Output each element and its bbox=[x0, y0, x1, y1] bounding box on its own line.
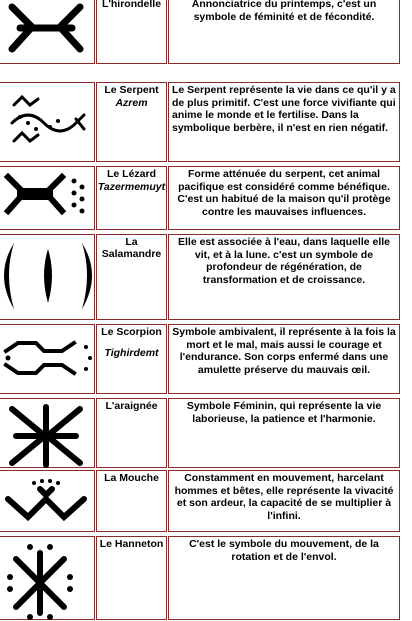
symbol-name: L'hirondelle bbox=[101, 0, 162, 10]
table-row bbox=[0, 398, 412, 468]
scorpion-symbol-icon bbox=[0, 325, 95, 395]
salamander-symbol-icon bbox=[0, 235, 95, 321]
serpent-symbol-icon bbox=[0, 83, 95, 163]
fly-symbol-icon bbox=[0, 471, 95, 533]
beetle-symbol-icon bbox=[0, 537, 95, 621]
symbol-name: Le Scorpion bbox=[101, 326, 162, 338]
symbol-berber-name: Tighirdemt bbox=[104, 347, 159, 359]
table-row bbox=[0, 470, 412, 532]
symbol-name: Le Lézard bbox=[106, 168, 156, 180]
table-row bbox=[0, 0, 412, 64]
table-row bbox=[0, 536, 412, 620]
table-row bbox=[0, 234, 412, 320]
swallow-symbol-icon bbox=[0, 0, 95, 65]
symbol-description: Forme atténuée du serpent, cet animal pacifique est considéré comme bénéfique. C'est un habitué de la maison qu'il protège contre les mauvaises influences. bbox=[177, 168, 391, 218]
table-row bbox=[0, 166, 412, 230]
symbol-berber-name: Tazermemuyt bbox=[97, 181, 166, 193]
symbol-berber-name: Azrem bbox=[115, 97, 148, 109]
lizard-symbol-icon bbox=[0, 167, 95, 231]
symbol-name: La Mouche bbox=[104, 472, 159, 484]
table-row bbox=[0, 82, 412, 162]
symbol-name: L'araignée bbox=[105, 400, 158, 412]
symbol-description: Symbole Féminin, qui représente la vie laborieuse, la patience et l'harmonie. bbox=[186, 400, 382, 425]
symbol-description: Symbole ambivalent, il représente à la fois la mort et le mal, mais aussi le courage et l'endurance. Son corps enfermé dans une amulette préserve du mauvais œil. bbox=[172, 326, 396, 376]
table-row bbox=[0, 324, 412, 394]
symbol-name: La Salamandre bbox=[101, 236, 162, 260]
symbol-description: C'est le symbole du mouvement, de la rotation et de l'envol. bbox=[189, 538, 379, 563]
symbol-description: Elle est associée à l'eau, dans laquelle elle vit, et à la lune. c'est un symbole de profondeur de régénération, de transformation et de croissance. bbox=[177, 236, 391, 286]
symbol-name: Le Serpent bbox=[104, 84, 159, 96]
symbol-description: Annonciatrice du printemps, c'est un symbole de féminité et de fécondité. bbox=[191, 0, 377, 23]
symbol-description: Le Serpent représente la vie dans ce qu'il y a de plus primitif. C'est une force vivifiante qui anime le monde et le fertilise. Dans la symbolique berbère, il n'est en rien négatif. bbox=[172, 84, 396, 134]
spider-symbol-icon bbox=[0, 399, 95, 469]
symbol-description: Constamment en mouvement, harcelant hommes et bêtes, elle représente la vivacité et son ardeur, la capacité de se multiplier à l'infini. bbox=[174, 472, 394, 522]
symbol-name: Le Hanneton bbox=[99, 538, 164, 550]
